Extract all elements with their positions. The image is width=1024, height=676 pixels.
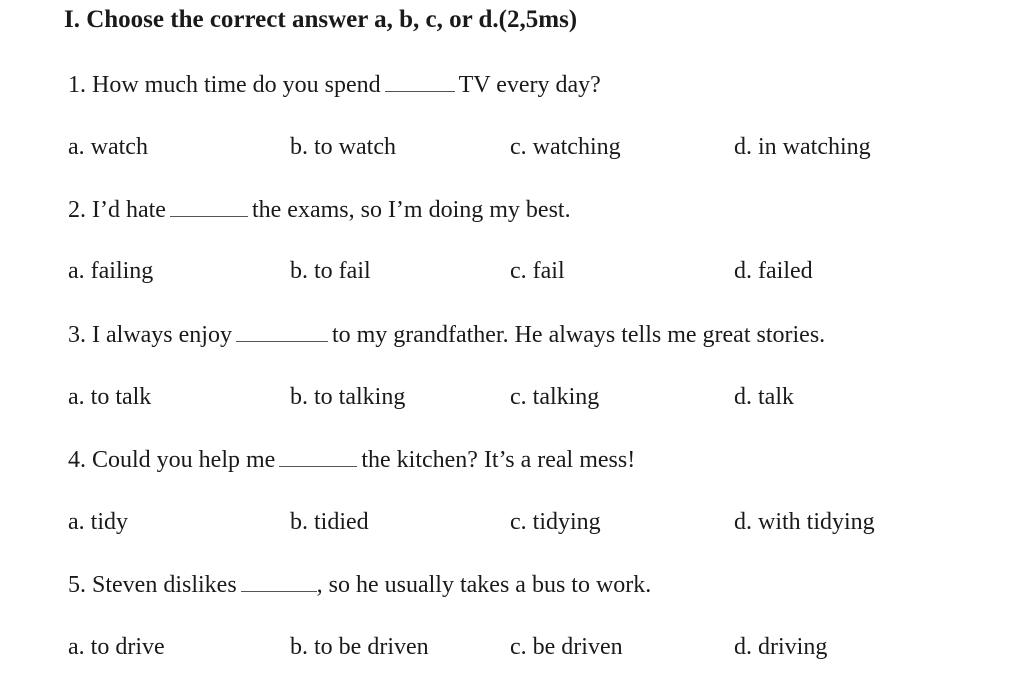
question-1 [68, 72, 601, 99]
question-2 [68, 197, 571, 224]
question-2-option-a: a. failing [68, 258, 154, 284]
question-3-option-d: d. talk [734, 384, 794, 410]
question-5-blank [241, 573, 317, 592]
question-3-text-after: to my grandfather. He always tells me great stories. [331, 322, 826, 348]
question-2-option-c: c. fail [510, 258, 565, 284]
question-3-option-a: a. to talk [68, 384, 152, 410]
question-4-option-d: d. with tidying [734, 509, 875, 535]
question-2-option-d: d. failed [734, 258, 813, 284]
question-1-option-b: b. to watch [290, 134, 396, 160]
question-4-blank [279, 448, 357, 467]
question-3-option-c: c. talking [510, 384, 600, 410]
exercise-title: I. Choose the correct answer a, b, c, or d.(2,5ms) [64, 6, 578, 33]
question-5-text-after: , so he usually takes a bus to work. [316, 572, 652, 598]
question-5-option-c: c. be driven [510, 634, 623, 660]
question-1-option-d: d. in watching [734, 134, 871, 160]
question-5-text-before: 5. Steven dislikes [68, 572, 237, 598]
question-2-option-b: b. to fail [290, 258, 371, 284]
question-3-text-before: 3. I always enjoy [68, 322, 232, 348]
question-5 [68, 572, 651, 599]
question-1-blank [385, 73, 455, 92]
question-4 [68, 447, 635, 474]
question-1-text-before: 1. How much time do you spend [68, 72, 381, 98]
question-4-option-c: c. tidying [510, 509, 601, 535]
question-4-option-a: a. tidy [68, 509, 128, 535]
question-4-text-before: 4. Could you help me [68, 447, 276, 473]
question-5-option-d: d. driving [734, 634, 828, 660]
question-2-text-after: the exams, so I’m doing my best. [251, 197, 571, 223]
question-1-option-a: a. watch [68, 134, 148, 160]
question-2-text-before: 2. I’d hate [68, 197, 166, 223]
question-4-option-b: b. tidied [290, 509, 369, 535]
question-5-option-b: b. to be driven [290, 634, 429, 660]
question-5-option-a: a. to drive [68, 634, 165, 660]
question-4-text-after: the kitchen? It’s a real mess! [361, 447, 636, 473]
question-1-option-c: c. watching [510, 134, 621, 160]
question-1-text-after: TV every day? [458, 72, 601, 98]
question-3-blank [236, 323, 328, 342]
question-3-option-b: b. to talking [290, 384, 406, 410]
question-2-blank [170, 198, 248, 217]
question-3 [68, 322, 825, 349]
